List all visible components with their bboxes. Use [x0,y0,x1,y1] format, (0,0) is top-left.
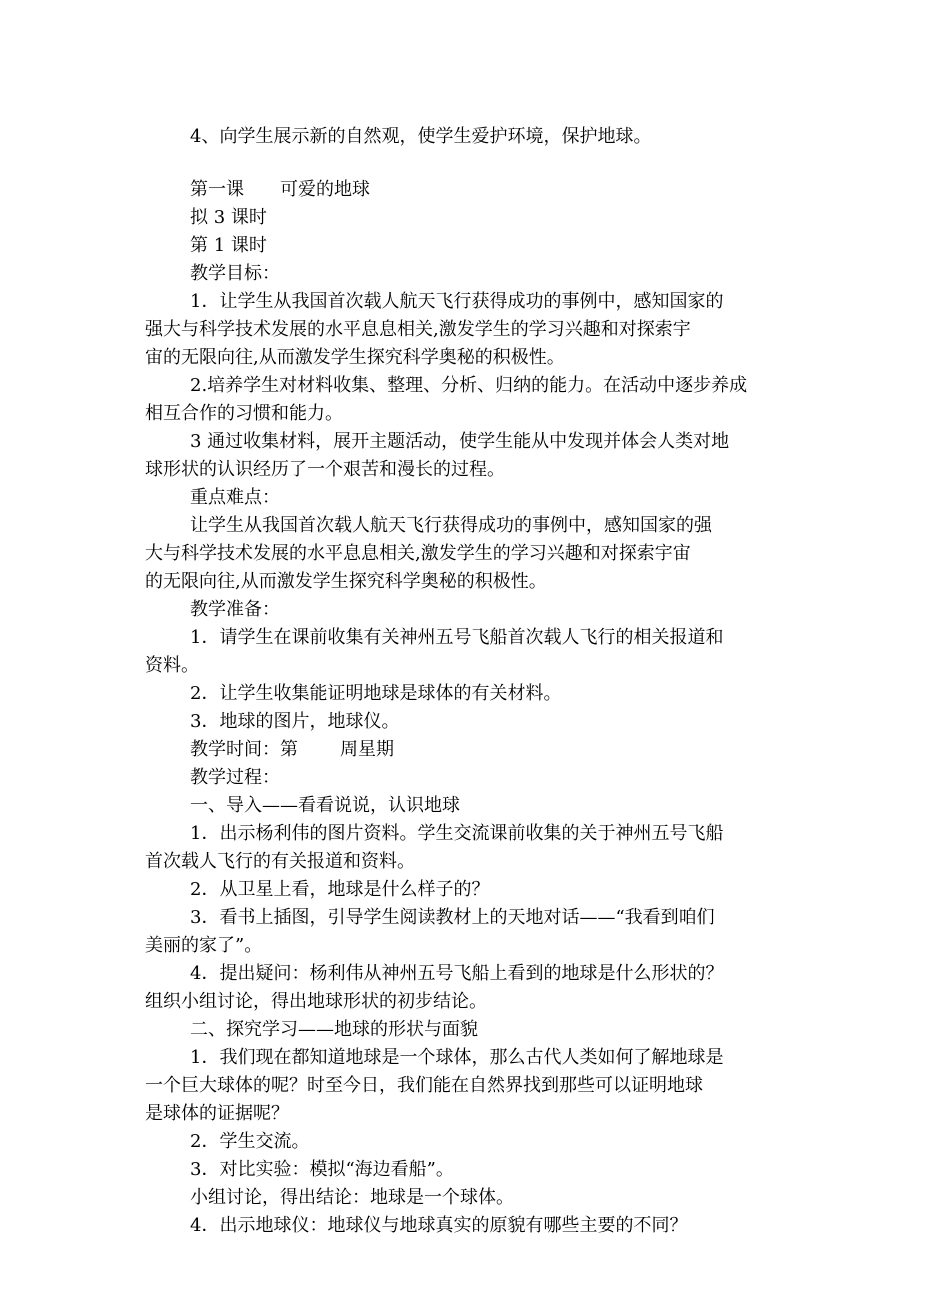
objectives-heading: 教学目标： [190,263,280,284]
section1-item-1-line-2: 首次载人飞行的有关报道和资料。 [145,851,415,872]
keypoints-line-1: 让学生从我国首次载人航天飞行获得成功的事例中，感知国家的强 [190,515,712,536]
section1-item-1-line-1: 1．出示杨利伟的图片资料。学生交流课前收集的关于神州五号飞船 [190,823,724,844]
time-week: 周星期 [340,739,394,760]
keypoints-line-3: 的无限向往,从而激发学生探究科学奥秘的积极性。 [145,571,547,592]
keypoints-heading: 重点难点： [190,487,280,508]
intro-line: 4、向学生展示新的自然观，使学生爱护环境，保护地球。 [190,126,652,147]
section2-title: 二、探究学习——地球的形状与面貌 [190,1019,478,1040]
section2-item-1-line-2: 一个巨大球体的呢？时至今日，我们能在自然界找到那些可以证明地球 [145,1075,703,1096]
lesson-name: 可爱的地球 [280,179,370,200]
objective-1-line-2: 强大与科学技术发展的水平息息相关,激发学生的学习兴趣和对探索宇 [145,319,691,340]
section2-item-4: 4．出示地球仪：地球仪与地球真实的原貌有哪些主要的不同？ [190,1215,688,1236]
prep-2: 2．让学生收集能证明地球是球体的有关材料。 [190,683,562,704]
objective-3-line-1: 3 通过收集材料，展开主题活动，使学生能从中发现并体会人类对地 [190,431,730,452]
objective-1-line-1: 1．让学生从我国首次载人航天飞行获得成功的事例中，感知国家的 [190,291,724,312]
lesson-title [190,178,370,202]
section1-item-3-line-2: 美丽的家了”。 [145,935,263,956]
section2-item-3: 3．对比实验：模拟“海边看船”。 [190,1159,454,1180]
section1-item-4-line-2: 组织小组讨论，得出地球形状的初步结论。 [145,991,487,1012]
section2-item-1-line-1: 1．我们现在都知道地球是一个球体，那么古代人类如何了解地球是 [190,1047,724,1068]
prep-1-line-2: 资料。 [145,655,199,676]
section1-title: 一、导入——看看说说，认识地球 [190,795,460,816]
section1-item-2: 2．从卫星上看，地球是什么样子的？ [190,879,490,900]
keypoints-line-2: 大与科学技术发展的水平息息相关,激发学生的学习兴趣和对探索宇宙 [145,543,691,564]
objective-1-line-3: 宙的无限向往,从而激发学生探究科学奥秘的积极性。 [145,347,565,368]
plan-hours: 拟 3 课时 [190,207,267,228]
section1-item-4-line-1: 4．提出疑问：杨利伟从神州五号飞船上看到的地球是什么形状的？ [190,963,724,984]
section2-item-1-line-3: 是球体的证据呢？ [145,1103,289,1124]
section2-item-2: 2．学生交流。 [190,1131,310,1152]
section2-conclusion: 小组讨论，得出结论：地球是一个球体。 [190,1187,514,1208]
objective-2-line-2: 相互合作的习惯和能力。 [145,403,343,424]
prep-3: 3．地球的图片，地球仪。 [190,711,400,732]
process-heading: 教学过程： [190,767,280,788]
prep-1-line-1: 1．请学生在课前收集有关神州五号飞船首次载人飞行的相关报道和 [190,627,724,648]
session-label: 第 1 课时 [190,235,267,256]
prep-heading: 教学准备： [190,599,280,620]
objective-3-line-2: 球形状的认识经历了一个艰苦和漫长的过程。 [145,459,505,480]
teaching-time [190,738,394,762]
time-label: 教学时间：第 [190,739,298,760]
section1-item-3-line-1: 3．看书上插图，引导学生阅读教材上的天地对话——“我看到咱们 [190,907,715,928]
lesson-number: 第一课 [190,179,244,200]
objective-2-line-1: 2.培养学生对材料收集、整理、分析、归纳的能力。在活动中逐步养成 [190,375,748,396]
